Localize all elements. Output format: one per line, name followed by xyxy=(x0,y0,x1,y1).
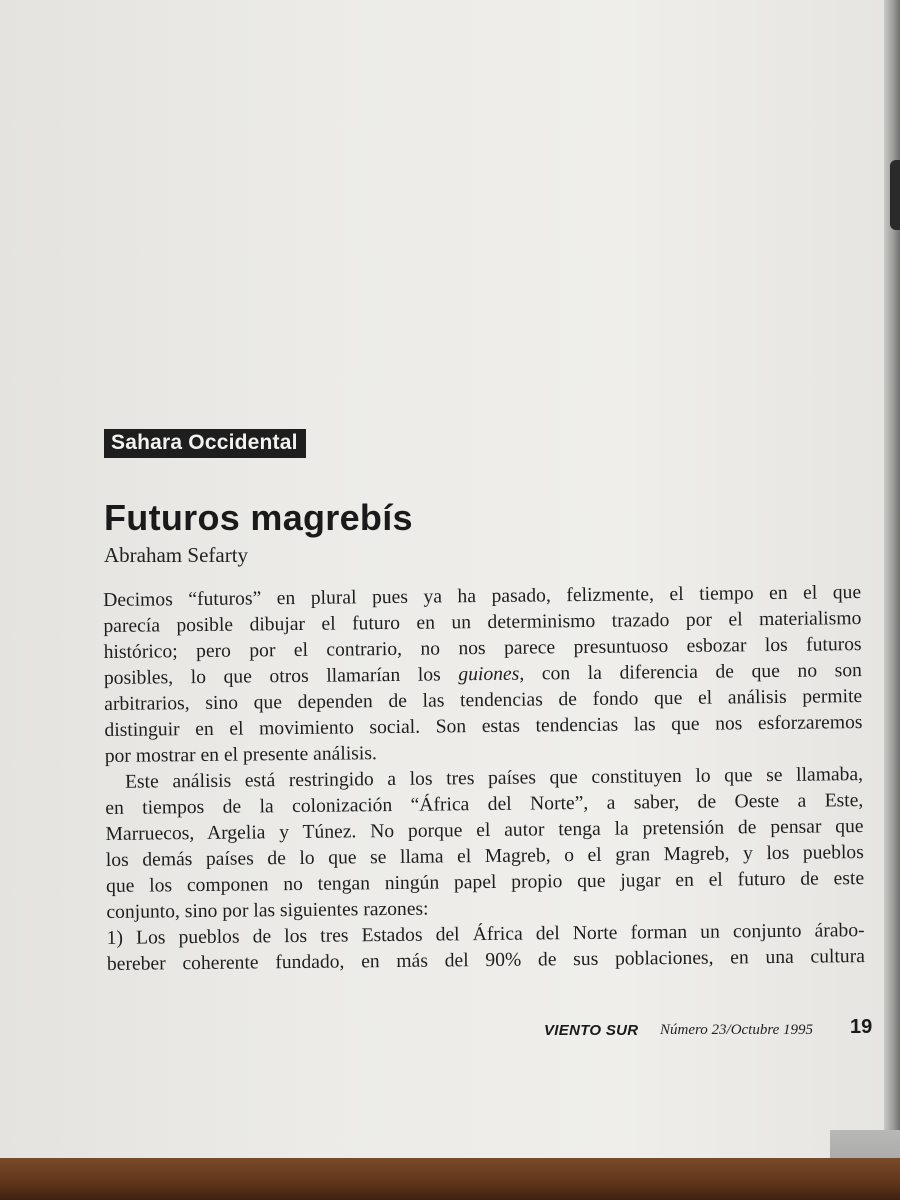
binding-clip xyxy=(890,160,900,230)
text-line: distinguir en el movimiento social. Son estas tendencias las que nos esforzaremos xyxy=(104,712,863,741)
text-line: bereber coherente fundado, en más del 90% de sus poblaciones, en una cultura xyxy=(106,946,866,975)
text-line: en tiempos de la colonización “África del Norte”, a saber, de Oeste a Este, xyxy=(105,790,864,819)
text-line: arbitrarios, sino que dependen de las tendencias de fondo que el análisis permite xyxy=(104,686,863,715)
wooden-table xyxy=(0,1158,900,1200)
text-line: Marruecos, Argelia y Túnez. No porque el autor tenga la pretensión de pensar que xyxy=(105,816,864,845)
italic-term: guiones, xyxy=(458,663,525,686)
text-line: histórico; pero por el contrario, no nos parece presuntuoso esbozar los futuros xyxy=(103,634,862,663)
text-line: por mostrar en el presente análisis. xyxy=(104,743,377,767)
paragraph-1 xyxy=(103,580,863,770)
text-line: parecía posible dibujar el futuro en un determinismo trazado por el materialismo xyxy=(103,608,862,637)
section-tag: Sahara Occidental xyxy=(104,429,306,458)
article-author: Abraham Sefarty xyxy=(104,543,249,567)
footer-magazine-name: VIENTO SUR xyxy=(544,1022,639,1039)
text-line: 1) Los pueblos de los tres Estados del África del Norte forman un conjunto árabo- xyxy=(106,920,865,949)
text-line: Este análisis está restringido a los tres países que constituyen lo que se llamaba, xyxy=(124,764,864,793)
article-title: Futuros magrebís xyxy=(104,497,413,538)
paragraph-2 xyxy=(105,762,865,978)
text-line: conjunto, sino por las siguientes razones: xyxy=(106,898,429,923)
text-line: que los componen no tengan ningún papel propio que jugar en el futuro de este xyxy=(106,868,865,897)
text-run: posibles, lo que otros llamarían los xyxy=(103,664,459,689)
page-number: 19 xyxy=(850,1016,873,1038)
text-line: los demás países de lo que se llama el Magreb, o el gran Magreb, y los pueblos xyxy=(105,842,864,871)
text-run: con la diferencia de que no son xyxy=(524,660,863,685)
article-body xyxy=(103,580,865,978)
text-line: Decimos “futuros” en plural pues ya ha pasado, felizmente, el tiempo en el que xyxy=(103,582,862,611)
footer-issue: Número 23/Octubre 1995 xyxy=(660,1022,814,1038)
